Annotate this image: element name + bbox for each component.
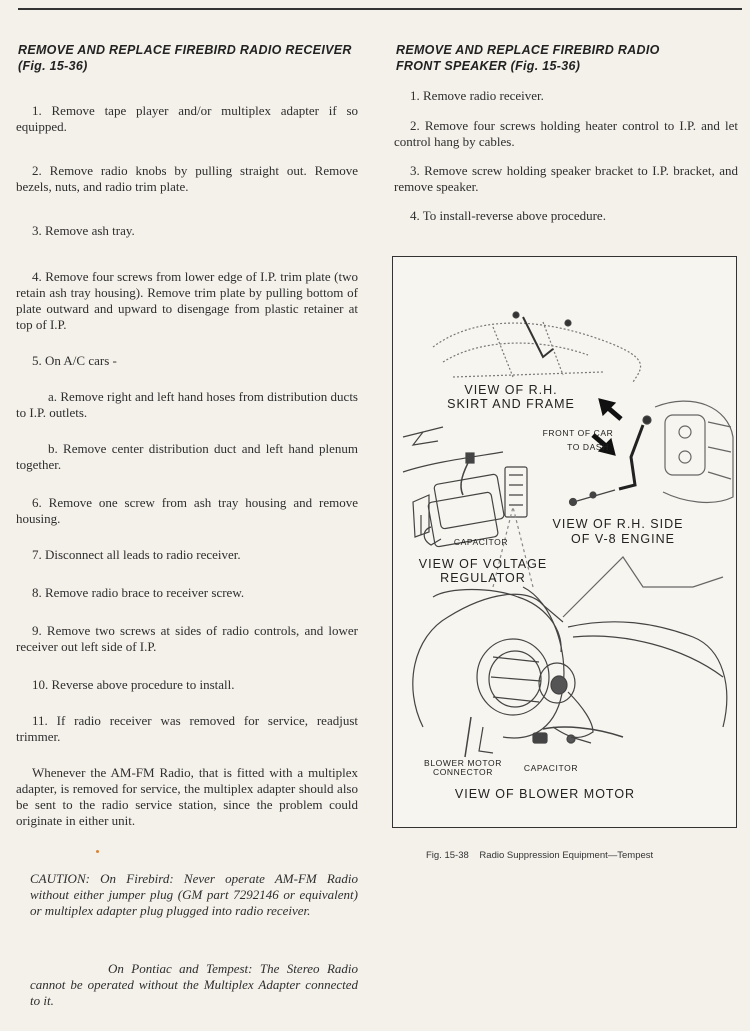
label-skirt-1: VIEW OF R.H. xyxy=(464,383,558,397)
figure-caption-number: Fig. 15-38 xyxy=(426,850,469,861)
left-step-10: 10. Reverse above procedure to install. xyxy=(32,677,235,692)
label-blower-motor: VIEW OF BLOWER MOTOR xyxy=(454,787,636,801)
right-heading-line-1: REMOVE AND REPLACE FIREBIRD RADIO xyxy=(396,43,660,57)
left-step-5a: a. Remove right and left hand hoses from distribution ducts to I.P. outlets. xyxy=(16,389,358,420)
left-step-5b: b. Remove center distribution duct and left hand plenum together. xyxy=(16,441,358,472)
top-rule xyxy=(18,8,742,10)
right-step-2: 2. Remove four screws holding heater control to I.P. and let control hang by cables. xyxy=(394,118,738,149)
left-heading xyxy=(18,42,358,74)
right-step-3: 3. Remove screw holding speaker bracket to I.P. bracket, and remove speaker. xyxy=(394,163,738,194)
left-step-5: 5. On A/C cars - xyxy=(32,353,117,368)
left-step-8: 8. Remove radio brace to receiver screw. xyxy=(32,585,245,600)
label-front-of-car: FRONT OF CAR xyxy=(542,428,614,438)
left-heading-title: REMOVE AND REPLACE FIREBIRD RADIO RECEIVER xyxy=(18,43,352,57)
left-step-3: 3. Remove ash tray. xyxy=(32,223,135,238)
right-step-1: 1. Remove radio receiver. xyxy=(410,88,544,103)
left-pontiac-note: On Pontiac and Tempest: The Stereo Radio cannot be operated without the Multiplex Adapter connected to it. xyxy=(30,961,358,1008)
left-step-11: 11. If radio receiver was removed for service, readjust trimmer. xyxy=(16,713,358,744)
label-to-dash: TO DASH xyxy=(567,442,609,452)
left-caution: CAUTION: On Firebird: Never operate AM-FM Radio without either jumper plug (GM part 7292146 or equivalent) or multiplex adapter plug plugged into radio receiver. xyxy=(30,871,358,918)
left-step-1: 1. Remove tape player and/or multiplex adapter if so equipped. xyxy=(16,103,358,134)
left-note: Whenever the AM-FM Radio, that is fitted with a multiplex adapter, is removed for service, the multiplex adapter should also be sent to the radio service station, since the problem could originate in either unit. xyxy=(16,765,358,828)
label-capacitor-top: CAPACITOR xyxy=(453,537,509,547)
label-engine-1: VIEW OF R.H. SIDE xyxy=(552,517,684,531)
label-regulator-1: VIEW OF VOLTAGE xyxy=(418,557,548,571)
label-regulator-2: REGULATOR xyxy=(440,571,526,585)
left-step-4: 4. Remove four screws from lower edge of I.P. trim plate (two retain ash tray housing). Remove trim plate by pulling bottom of plate outward and upward to disengage from plastic retainer at top of I.P. xyxy=(16,269,358,332)
right-heading-line-2: FRONT SPEAKER (Fig. 15-36) xyxy=(396,59,581,73)
skirt-frame-drawing xyxy=(433,322,641,382)
right-step-4: 4. To install-reverse above procedure. xyxy=(410,208,606,223)
figure-caption-text: Radio Suppression Equipment—Tempest xyxy=(479,850,654,861)
skirt-strap-drawing xyxy=(523,317,553,357)
label-skirt-2: SKIRT AND FRAME xyxy=(447,397,575,411)
right-heading xyxy=(396,42,736,74)
left-step-6: 6. Remove one screw from ash tray housing and remove housing. xyxy=(16,495,358,526)
ink-dot xyxy=(96,850,99,853)
engine-drawing xyxy=(655,401,733,502)
left-step-2: 2. Remove radio knobs by pulling straight out. Remove bezels, nuts, and radio trim plate. xyxy=(16,163,358,194)
label-capacitor-bottom: CAPACITOR xyxy=(523,763,579,773)
left-heading-fig: (Fig. 15-36) xyxy=(18,59,88,73)
voltage-regulator-drawing xyxy=(403,427,527,547)
figure-caption xyxy=(426,850,661,861)
label-blower-connector-2: CONNECTOR xyxy=(432,767,494,777)
label-engine-2: OF V-8 ENGINE xyxy=(571,532,675,546)
left-step-9: 9. Remove two screws at sides of radio controls, and lower receiver out left side of I.P. xyxy=(16,623,358,654)
left-step-7: 7. Disconnect all leads to radio receiver. xyxy=(32,547,241,562)
label-blower-connector-1: BLOWER MOTOR xyxy=(424,758,502,768)
figure-radio-suppression xyxy=(392,256,737,828)
